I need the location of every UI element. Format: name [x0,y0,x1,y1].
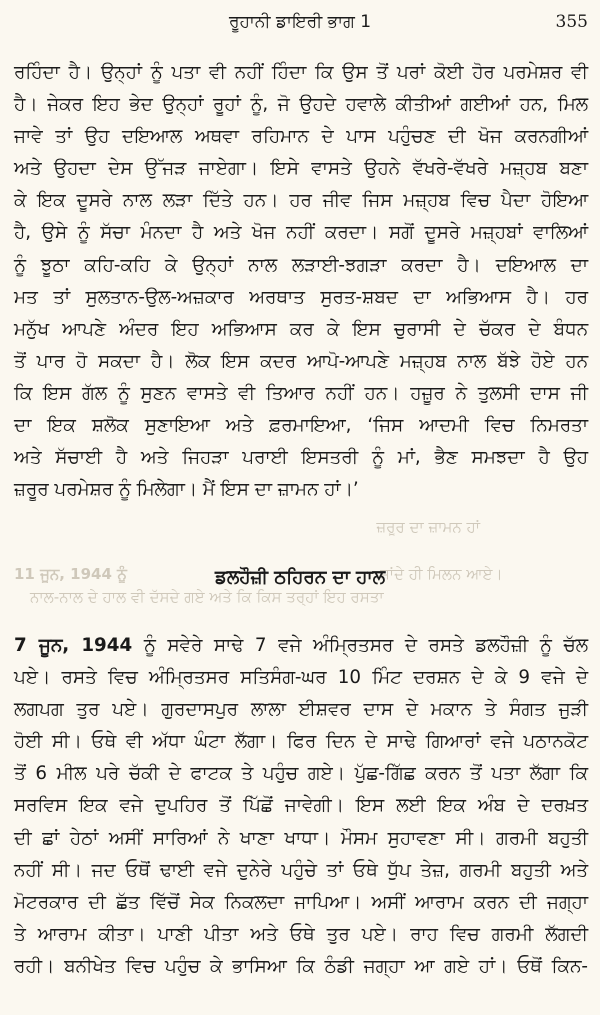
page-number: 355 [555,12,588,32]
text-span: ਨੂੰ ਸਵੇਰੇ ਸਾਢੇ 7 ਵਜੇ ਅੰਮ੍ਰਿਤਸਰ ਦੇ ਰਸਤੇ ਡਲਹੌਜ਼ੀ ਨੂੰ ਚੱਲ [143,635,589,656]
text-line: ਜ਼ਰੂਰ ਪਰਮੇਸ਼ਰ ਨੂੰ ਮਿਲੇਗਾ। ਮੈਂ ਇਸ ਦਾ ਜ਼ਾਮਨ ਹਾਂ।’ [14,479,359,501]
text-line: ਜਾਵੇ ਤਾਂ ਉਹ ਦਇਆਲ ਅਥਵਾ ਰਹਿਮਾਨ ਦੇ ਪਾਸ ਪਹੁੰਚਣ ਦੀ ਖੋਜ ਕਰਨਗੀਆਂ [14,126,588,148]
entry-date: 7 ਜੂਨ, 1944 [14,635,133,656]
text-line: ਤੋਂ ਪਾਰ ਹੋ ਸਕਦਾ ਹੈ। ਲੋਕ ਇਸ ਕਦਰ ਆਪੋ-ਆਪਣੇ ਮਜ਼੍ਹਬ ਨਾਲ ਬੱਝੇ ਹੋਏ ਹਨ [14,350,588,372]
bleed-through-text: ਜਾਂਦੇ ਹੀ ਮਿਲਨ ਆਏ। [380,565,503,583]
text-line: ਨੂੰ ਝੂਠਾ ਕਹਿ-ਕਹਿ ਕੇ ਉਨ੍ਹਾਂ ਨਾਲ ਲੜਾਈ-ਝਗੜਾ ਕਰਦਾ ਹੈ। ਦਇਆਲ ਦਾ [14,254,588,276]
text-line: ਮਨੁੱਖ ਆਪਣੇ ਅੰਦਰ ਇਹ ਅਭਿਆਸ ਕਰ ਕੇ ਇਸ ਚੁਰਾਸੀ ਦੇ ਚੱਕਰ ਦੇ ਬੰਧਨ [14,318,588,340]
page-header [0,10,600,40]
text-line: ਹੈ। ਜੇਕਰ ਇਹ ਭੇਦ ਉਨ੍ਹਾਂ ਰੂਹਾਂ ਨੂੰ, ਜੋ ਉਹਦੇ ਹਵਾਲੇ ਕੀਤੀਆਂ ਗਈਆਂ ਹਨ, ਮਿਲ [14,94,588,116]
text-line: ਰਹੀ। ਬਨੀਖੇਤ ਵਿਚ ਪਹੁੰਚ ਕੇ ਭਾਸਿਆ ਕਿ ਠੰਡੀ ਜਗ੍ਹਾ ਆ ਗਏ ਹਾਂ। ਓਥੋਂ ਕਿਨ- [14,955,588,977]
text-line: ਰਹਿੰਦਾ ਹੈ। ਉਨ੍ਹਾਂ ਨੂੰ ਪਤਾ ਵੀ ਨਹੀਂ ਹਿੰਦਾ ਕਿ ਉਸ ਤੋਂ ਪਰਾਂ ਕੋਈ ਹੋਰ ਪਰਮੇਸ਼ਰ ਵੀ [14,62,588,83]
text-line: ਕਿ ਇਸ ਗੱਲ ਨੂੰ ਸੁਣਨ ਵਾਸਤੇ ਵੀ ਤਿਆਰ ਨਹੀਂ ਹਨ। ਹਜ਼ੂਰ ਨੇ ਤੁਲਸੀ ਦਾਸ ਜੀ [14,382,588,404]
text-line: ਮੋਟਰਕਾਰ ਦੀ ਛੱਤ ਵਿੱਚੋਂ ਸੇਕ ਨਿਕਲਦਾ ਜਾਪਿਆ। ਅਸੀਂ ਆਰਾਮ ਕਰਨ ਦੀ ਜਗ੍ਹਾ [14,891,588,913]
text-line-first [0,630,600,662]
text-line: ਮਤ ਤਾਂ ਸੁਲਤਾਨ-ਉਲ-ਅਜ਼ਕਾਰ ਅਰਥਾਤ ਸੁਰਤ-ਸ਼ਬਦ ਦਾ ਅਭਿਆਸ ਹੈ। ਹਰ [14,286,588,308]
text-line: ਅਤੇ ਸੱਚਾਈ ਹੈ ਅਤੇ ਜਿਹੜਾ ਪਰਾਈ ਇਸਤਰੀ ਨੂੰ ਮਾਂ, ਭੈਣ ਸਮਝਦਾ ਹੈ ਉਹ [14,447,588,469]
text-line: ਹੋਈ ਸੀ। ਓਥੇ ਵੀ ਅੱਧਾ ਘੰਟਾ ਲੱਗਾ। ਫਿਰ ਦਿਨ ਦੇ ਸਾਢੇ ਗਿਆਰਾਂ ਵਜੇ ਪਠਾਨਕੋਟ [14,731,588,753]
running-title: ਰੂਹਾਨੀ ਡਾਇਰੀ ਭਾਗ 1 [228,12,372,32]
text-line: ਤੋਂ 6 ਮੀਲ ਪਰੇ ਚੱਕੀ ਦੇ ਫਾਟਕ ਤੇ ਪਹੁੰਚ ਗਏ। ਪੁੱਛ-ਗਿੱਛ ਕਰਨ ਤੋਂ ਪਤਾ ਲੱਗਾ ਕਿ [14,763,588,785]
text-line: ਸਰਵਿਸ ਇਕ ਵਜੇ ਦੁਪਹਿਰ ਤੋਂ ਪਿੱਛੋਂ ਜਾਵੇਗੀ। ਇਸ ਲਈ ਇਕ ਅੰਬ ਦੇ ਦਰਖ਼ਤ [14,795,588,817]
text-line: ਕੇ ਇਕ ਦੂਸਰੇ ਨਾਲ ਲੜਾ ਦਿੱਤੇ ਹਨ। ਹਰ ਜੀਵ ਜਿਸ ਮਜ਼੍ਹਬ ਵਿਚ ਪੈਦਾ ਹੋਇਆ [14,190,588,212]
section-paragraph [0,630,600,983]
text-line: ਹੈ, ਉਸੇ ਨੂੰ ਸੱਚਾ ਮੰਨਦਾ ਹੈ ਅਤੇ ਖੋਜ ਨਹੀਂ ਕਰਦਾ। ਸਗੋਂ ਦੂਸਰੇ ਮਜ਼੍ਹਬਾਂ ਵਾਲਿਆਂ [14,222,588,244]
bleed-through-text: ਜ਼ਰੂਰ ਦਾ ਜ਼ਾਮਨ ਹਾਂ [376,518,480,536]
text-line: ਦਾ ਇਕ ਸ਼ਲੋਕ ਸੁਣਾਇਆ ਅਤੇ ਫ਼ਰਮਾਇਆ, ‘ਜਿਸ ਆਦਮੀ ਵਿਚ ਨਿਮਰਤਾ [14,415,588,437]
text-line: ਤੇ ਆਰਾਮ ਕੀਤਾ। ਪਾਣੀ ਪੀਤਾ ਅਤੇ ਓਥੇ ਤੁਰ ਪਏ। ਰਾਹ ਵਿਚ ਗਰਮੀ ਲੱਗਦੀ [14,923,588,945]
text-line: ਨਹੀਂ ਸੀ। ਜਦ ਓਥੋਂ ਢਾਈ ਵਜੇ ਦੁਨੇਰੇ ਪਹੁੰਚੇ ਤਾਂ ਓਥੇ ਧੁੱਪ ਤੇਜ਼, ਗਰਮੀ ਬਹੁਤੀ ਅਤੇ [14,859,588,881]
paragraph [0,57,600,506]
text-line: ਪਏ। ਰਸਤੇ ਵਿਚ ਅੰਮ੍ਰਿਤਸਰ ਸਤਿਸੰਗ-ਘਰ 10 ਮਿੰਟ ਦਰਸ਼ਨ ਦੇ ਕੇ 9 ਵਜੇ ਦੇ [14,667,588,689]
text-line: ਦੀ ਛਾਂ ਹੇਠਾਂ ਅਸੀਂ ਸਾਰਿਆਂ ਨੇ ਖਾਣਾ ਖਾਧਾ। ਮੌਸਮ ਸੁਹਾਵਣਾ ਸੀ। ਗਰਮੀ ਬਹੁਤੀ [14,827,588,849]
section-heading: ਡਲਹੌਜ਼ੀ ਠਹਿਰਨ ਦਾ ਹਾਲ [214,567,385,588]
text-line: ਅਤੇ ਉਹਦਾ ਦੇਸ ਉੱਜੜ ਜਾਏਗਾ। ਇਸੇ ਵਾਸਤੇ ਉਹਨੇ ਵੱਖਰੇ-ਵੱਖਰੇ ਮਜ਼੍ਹਬ ਬਣਾ [14,158,588,180]
bleed-through-text: ਨਾਲ-ਨਾਲ ਦੇ ਹਾਲ ਵੀ ਦੱਸਦੇ ਗਏ ਅਤੇ ਕਿ ਕਿਸ ਤਰ੍ਹਾਂ ਇਹ ਰਸਤਾ [30,588,384,606]
text-line: ਲਗਪਗ ਤੁਰ ਪਏ। ਗੁਰਦਾਸਪੁਰ ਲਾਲਾ ਈਸ਼ਵਰ ਦਾਸ ਦੇ ਮਕਾਨ ਤੇ ਸੰਗਤ ਜੁੜੀ [14,699,588,721]
bleed-through-text: 11 ਜੂਨ, 1944 ਨੂੰ [14,565,127,583]
